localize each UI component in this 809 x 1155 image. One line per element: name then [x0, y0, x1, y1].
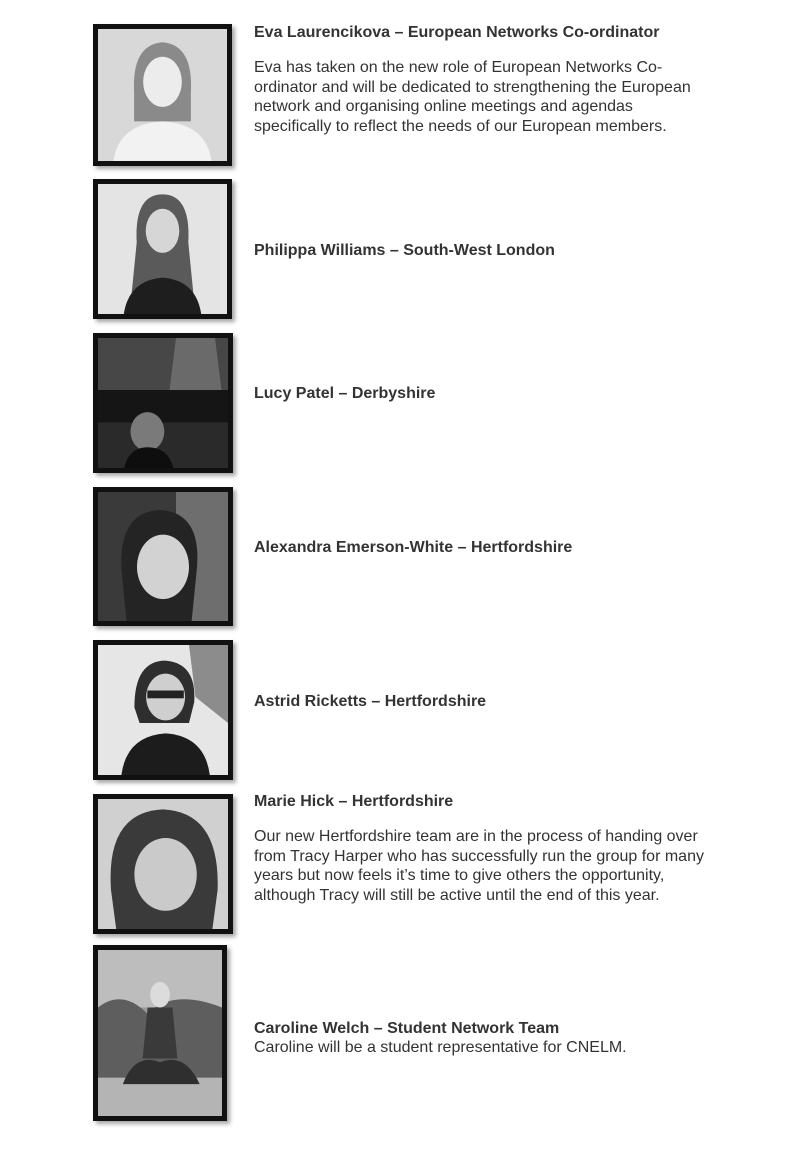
profile-photo-eva	[93, 24, 232, 166]
person-name: Lucy Patel – Derbyshire	[254, 385, 436, 402]
person-name: Astrid Ricketts – Hertfordshire	[254, 693, 487, 710]
profile-photo-astrid	[93, 640, 233, 780]
profile-photo-alexandra	[93, 487, 233, 626]
person-entry-marie	[254, 792, 724, 905]
profile-photo-marie	[93, 794, 233, 934]
person-name: Marie Hick – Hertfordshire	[254, 793, 454, 810]
person-name: Caroline Welch – Student Network Team	[254, 1020, 560, 1037]
profile-photo-philippa	[93, 179, 232, 319]
person-entry-philippa	[254, 241, 724, 260]
person-entry-eva	[254, 23, 724, 136]
person-name: Philippa Williams – South-West London	[254, 242, 555, 259]
person-description: Our new Hertfordshire team are in the process of handing over from Tracy Harper who has successfully run the group for many years but now feels it’s time to give others the opportunity, although Tracy will still be active until the end of this year.	[254, 828, 704, 904]
person-name: Alexandra Emerson-White – Hertfordshire	[254, 539, 573, 556]
person-description: Eva has taken on the new role of European Networks Co-ordinator and will be dedicated to strengthening the European network and organising online meetings and agendas specifically to reflect the needs of our European members.	[254, 59, 691, 135]
profile-photo-caroline	[93, 945, 227, 1121]
person-description: Caroline will be a student representative for CNELM.	[254, 1039, 627, 1056]
profile-photo-lucy	[93, 333, 233, 473]
person-entry-caroline	[254, 1019, 724, 1058]
person-entry-astrid	[254, 692, 724, 711]
person-entry-alexandra	[254, 538, 724, 557]
person-name: Eva Laurencikova – European Networks Co-ordinator	[254, 24, 660, 41]
person-entry-lucy	[254, 384, 724, 403]
